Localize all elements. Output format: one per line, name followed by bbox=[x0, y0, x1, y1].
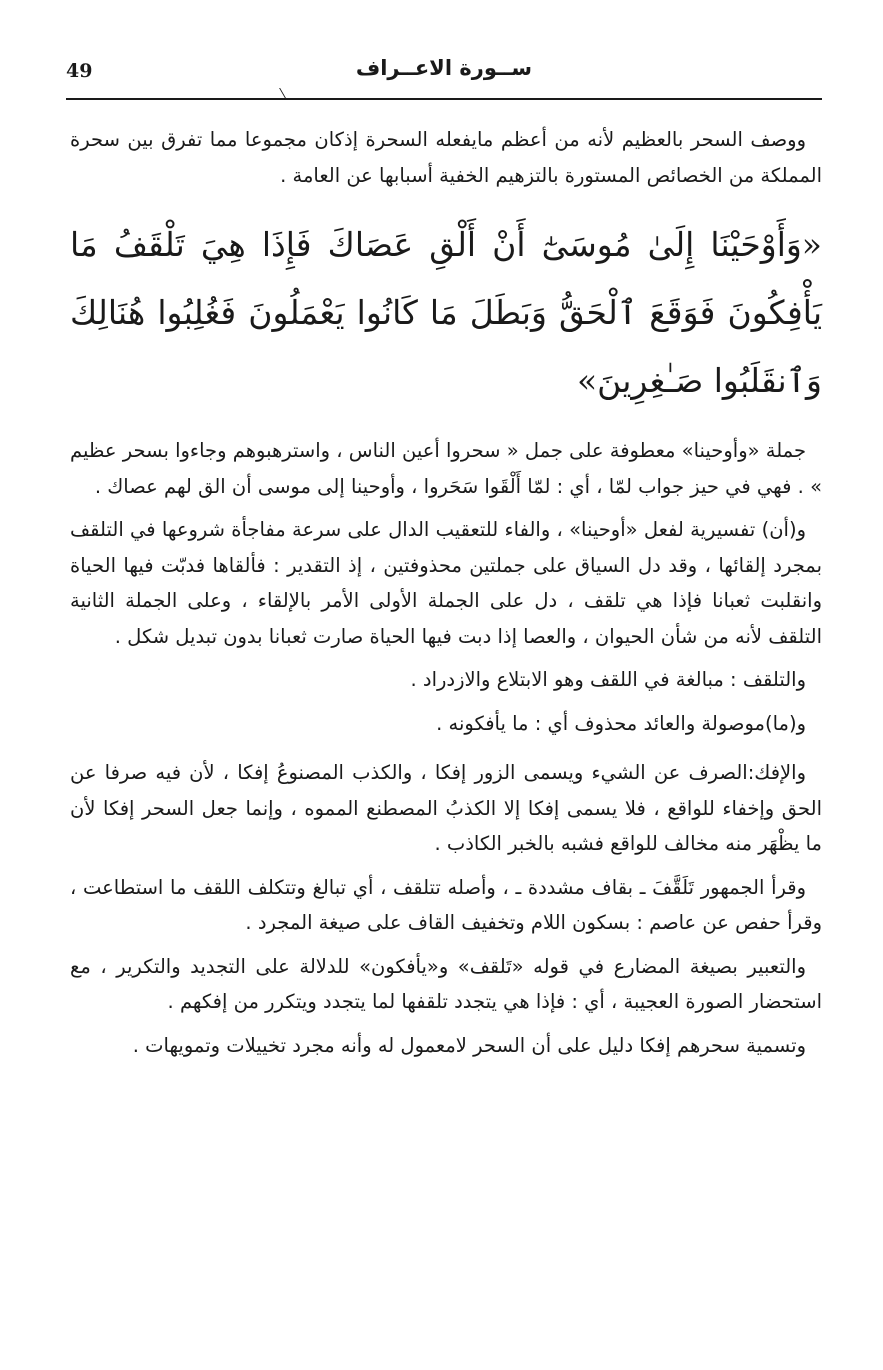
paragraph-4: والتلقف : مبالغة في اللقف وهو الابتلاع والازدراد . bbox=[410, 668, 806, 691]
paragraph-2: جملة «وأوحينا» معطوفة على جمل « سحروا أعين الناس ، واسترهبوهم وجاءوا بسحر عظيم » . فهي في حيز جواب لمّا ، أي : لمّا أَلْقَوا سَحَروا ، وأوحينا إلى موسى أن الق لهم عصاك . bbox=[70, 439, 822, 498]
header-divider bbox=[66, 98, 822, 100]
paragraph-9: وتسمية سحرهم إفكا دليل على أن السحر لامعمول له وأنه مجرد تخييلات وتمويهات . bbox=[132, 1033, 806, 1057]
paragraph-8: والتعبير بصيغة المضارع في قوله «تَلقف» و«يأفكون» للدلالة على التجديد والتكرير ، مع استحضار الصورة العجيبة ، أي : فإذا هي يتجدد تلقفها لما يتجدد ويتكرر من إفكهم . bbox=[70, 954, 822, 1013]
paragraph-6: والإفك:الصرف عن الشيء ويسمى الزور إفكا ، والكذب المصنوعُ إفكا ، لأن فيه صرفا عن الحق وإخفاء للواقع ، فلا يسمى إفكا إلا الكذبُ المصطنع المموه ، وإنما جعل السحر إفكا لأن ما يظْهَر منه مخالف للواقع فشبه بالخبر الكاذب . bbox=[70, 761, 822, 855]
page-number: 49 bbox=[66, 60, 93, 82]
paragraph-1: ووصف السحر بالعظيم لأنه من أعظم مايفعله السحرة إذكان مجموعا مما تفرق بين سحرة المملكة من الخصائص المستورة بالتزهيم الخفية أسبابها عن العامة . bbox=[70, 128, 822, 187]
running-title: ســورة الاعــراف bbox=[355, 56, 532, 80]
quran-verse: «وَأَوْحَيْنَا إِلَىٰ مُوسَىٰٓ أَنْ أَلْقِ عَصَاكَ فَإِذَا هِيَ تَلْقَفُ مَا يَأْفِكُونَ فَوَقَعَ ٱلْحَقُّ وَبَطَلَ مَا كَانُوا يَعْمَلُونَ فَغُلِبُوا هُنَالِكَ وَٱنقَلَبُوا صَـٰغِرِينَ» bbox=[70, 225, 822, 400]
page-header bbox=[66, 56, 824, 96]
page-body bbox=[70, 122, 822, 1071]
paragraph-5: و(ما)موصولة والعائد محذوف أي : ما يأفكونه . bbox=[436, 711, 806, 735]
paragraph-3: و(أن) تفسيرية لفعل «أوحينا» ، والفاء للتعقيب الدال على سرعة مفاجأة شروعها في التلقف بمجرد إلقائها ، وقد دل السياق على جملتين محذوفتين ، إذ التقدير : فألقاها فدبّت فيها الحياة وانقلبت ثعبانا فإذا هي تلقف ، دل على الجملة الأولى الأمر بالإلقاء ، وعلى الجملة الثانية التلقف لأنه من شأن الحيوان ، والعصا إذا دبت فيها الحياة صارت ثعبانا بدون تبديل شكل . bbox=[70, 518, 822, 648]
paragraph-7: وقرأ الجمهور تَلَقَّفَ ـ بقاف مشددة ـ ، وأصله تتلقف ، أي تبالغ وتتكلف اللقف ما استطاعت ، وقرأ حفص عن عاصم : بسكون اللام وتخفيف القاف على صيغة المجرد . bbox=[70, 875, 822, 934]
